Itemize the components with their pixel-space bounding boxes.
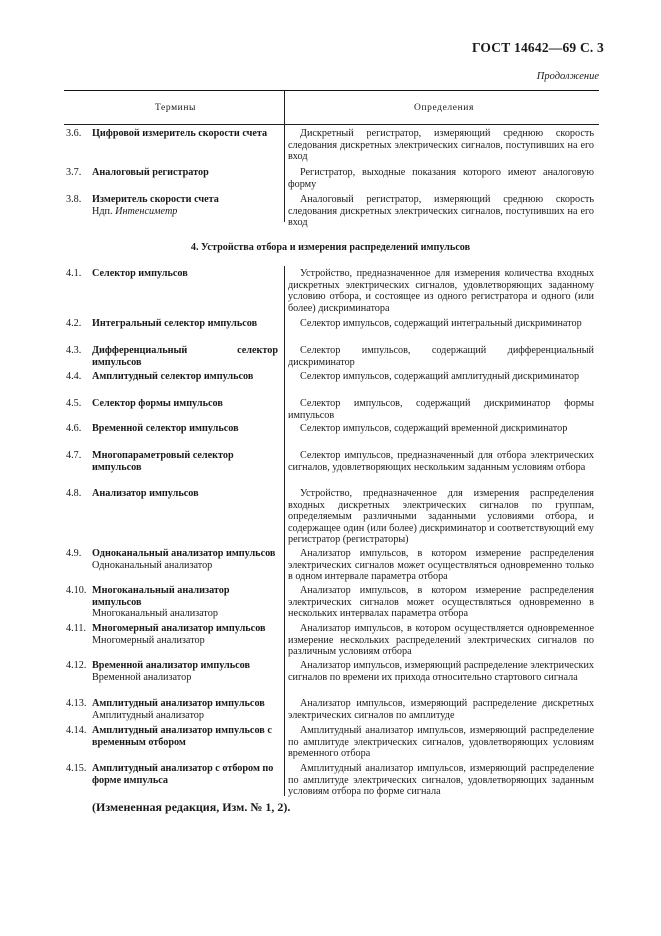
entry-term: Анализатор импульсов <box>92 488 199 499</box>
entry-number: 4.7. <box>66 450 82 461</box>
column-header-terms: Термины <box>155 103 197 113</box>
entry-number: 4.1. <box>66 268 82 279</box>
column-divider <box>284 266 285 796</box>
entry-definition: Анализатор импульсов, в котором измерение распределения электрических сигналов может осуществляться одновременно в нескольких интервалах параметра отбора <box>288 585 594 620</box>
entry-number: 3.6. <box>66 128 82 139</box>
entry-definition: Амплитудный анализатор импульсов, измеряющий распределение по амплитуде электрических сигналов, удовлетворяющих заданным условиям отбора по форме сигнала <box>288 763 594 798</box>
entry-definition: Селектор импульсов, предназначенный для отбора электрических сигналов, удовлетворяющих нескольким заданным условиям отбора <box>288 450 594 473</box>
entry-number: 4.15. <box>66 763 87 774</box>
entry-number: 4.5. <box>66 398 82 409</box>
entry-term: Временной селектор импульсов <box>92 423 239 434</box>
entry-number: 4.4. <box>66 371 82 382</box>
entry-number: 4.12. <box>66 660 87 671</box>
entry-term: Амплитудный анализатор импульсов с временным отбором <box>92 725 272 748</box>
entry-number: 4.2. <box>66 318 82 329</box>
entry-definition: Амплитудный анализатор импульсов, измеряющий распределение по амплитуде электрических сигналов, удовлетворяющих условиям временного отбора <box>288 725 594 760</box>
entry-term: Многоканальный анализатор импульсов Многоканальный анализатор <box>92 585 230 620</box>
table-header-divider <box>284 91 285 125</box>
entry-term: Дифференциальный селектор импульсов <box>92 345 278 368</box>
entry-definition: Устройство, предназначенное для измерения количества входных дискретных электрических сигналов, удовлетворяющих заданному условию отбора, и состоящее из одного регистратора и одного (или более) дискриминатора <box>288 268 594 314</box>
entry-number: 4.6. <box>66 423 82 434</box>
entry-term: Временной анализатор импульсов Временной анализатор <box>92 660 251 683</box>
entry-definition: Анализатор импульсов, в котором измерение распределения электрических сигналов может осуществляться одновременно только в одном интервале параметра отбора <box>288 548 594 583</box>
entry-term: Амплитудный селектор импульсов <box>92 371 254 382</box>
entry-term: Амплитудный анализатор импульсов Амплитудный анализатор <box>92 698 265 721</box>
entry-number: 3.8. <box>66 194 82 205</box>
column-divider <box>284 125 285 222</box>
entry-definition: Селектор импульсов, содержащий временной дискриминатор <box>300 423 568 434</box>
entry-definition: Анализатор импульсов, измеряющий распределение дискретных электрических сигналов по амплитуде <box>288 698 594 721</box>
entry-number: 4.13. <box>66 698 87 709</box>
entry-definition: Аналоговый регистратор, измеряющий среднюю скорость следования дискретных электрических сигналов, поступивших на его вход <box>288 194 594 229</box>
deprecated-term: Ндп. Интенсиметр <box>92 205 178 217</box>
entry-definition: Анализатор импульсов, измеряющий распределение электрических сигналов по времени их прихода относительно стартового сигнала <box>288 660 594 683</box>
table-header-rule <box>64 124 599 125</box>
entry-number: 4.8. <box>66 488 82 499</box>
entry-term: Селектор импульсов <box>92 268 188 279</box>
entry-definition: Селектор импульсов, содержащий дифференциальный дискриминатор <box>288 345 594 368</box>
entry-term: Многомерный анализатор импульсов Многомерный анализатор <box>92 623 266 646</box>
entry-definition: Селектор импульсов, содержащий дискриминатор формы импульсов <box>288 398 594 421</box>
entry-definition: Селектор импульсов, содержащий интегральный дискриминатор <box>300 318 582 329</box>
entry-term: Интегральный селектор импульсов <box>92 318 258 329</box>
entry-definition: Устройство, предназначенное для измерения распределения входных дискретных электрических сигналов по группам, определяемым различными заданными условиями отбора, и содержащее один (или более) дискриминатор и соответствующий ему регистратор (регистраторы) <box>288 488 594 546</box>
page-header: ГОСТ 14642—69 С. 3 <box>471 40 604 55</box>
continuation-label: Продолжение <box>536 71 599 82</box>
entry-number: 4.3. <box>66 345 82 356</box>
entry-definition: Анализатор импульсов, в котором осуществляется одновременное измерение нескольких распределений электрических сигналов по различным условиям отбора <box>288 623 594 658</box>
amendment-note: (Измененная редакция, Изм. № 1, 2). <box>92 800 291 814</box>
entry-number: 4.14. <box>66 725 87 736</box>
entry-term: Цифровой измеритель скорости счета <box>92 128 268 139</box>
section-title: 4. Устройства отбора и измерения распределений импульсов <box>190 242 471 253</box>
entry-definition: Селектор импульсов, содержащий амплитудный дискриминатор <box>300 371 580 382</box>
entry-number: 4.11. <box>66 623 86 634</box>
entry-term: Аналоговый регистратор <box>92 167 209 178</box>
entry-term: Одноканальный анализатор импульсов Одноканальный анализатор <box>92 548 276 571</box>
entry-term: Многопараметровый селектор импульсов <box>92 450 234 473</box>
entry-number: 3.7. <box>66 167 82 178</box>
entry-term: Измеритель скорости счета Ндп. Интенсиметр <box>92 194 279 217</box>
entry-number: 4.9. <box>66 548 82 559</box>
column-header-definitions: Определения <box>414 103 474 113</box>
entry-definition: Дискретный регистратор, измеряющий среднюю скорость следования дискретных электрических сигналов, поступивших на его вход <box>288 128 594 163</box>
entry-term: Селектор формы импульсов <box>92 398 223 409</box>
table-top-rule <box>64 90 599 91</box>
entry-term: Амплитудный анализатор с отбором по форме импульса <box>92 763 274 786</box>
entry-definition: Регистратор, выходные показания которого имеют аналоговую форму <box>288 167 594 190</box>
entry-number: 4.10. <box>66 585 87 596</box>
